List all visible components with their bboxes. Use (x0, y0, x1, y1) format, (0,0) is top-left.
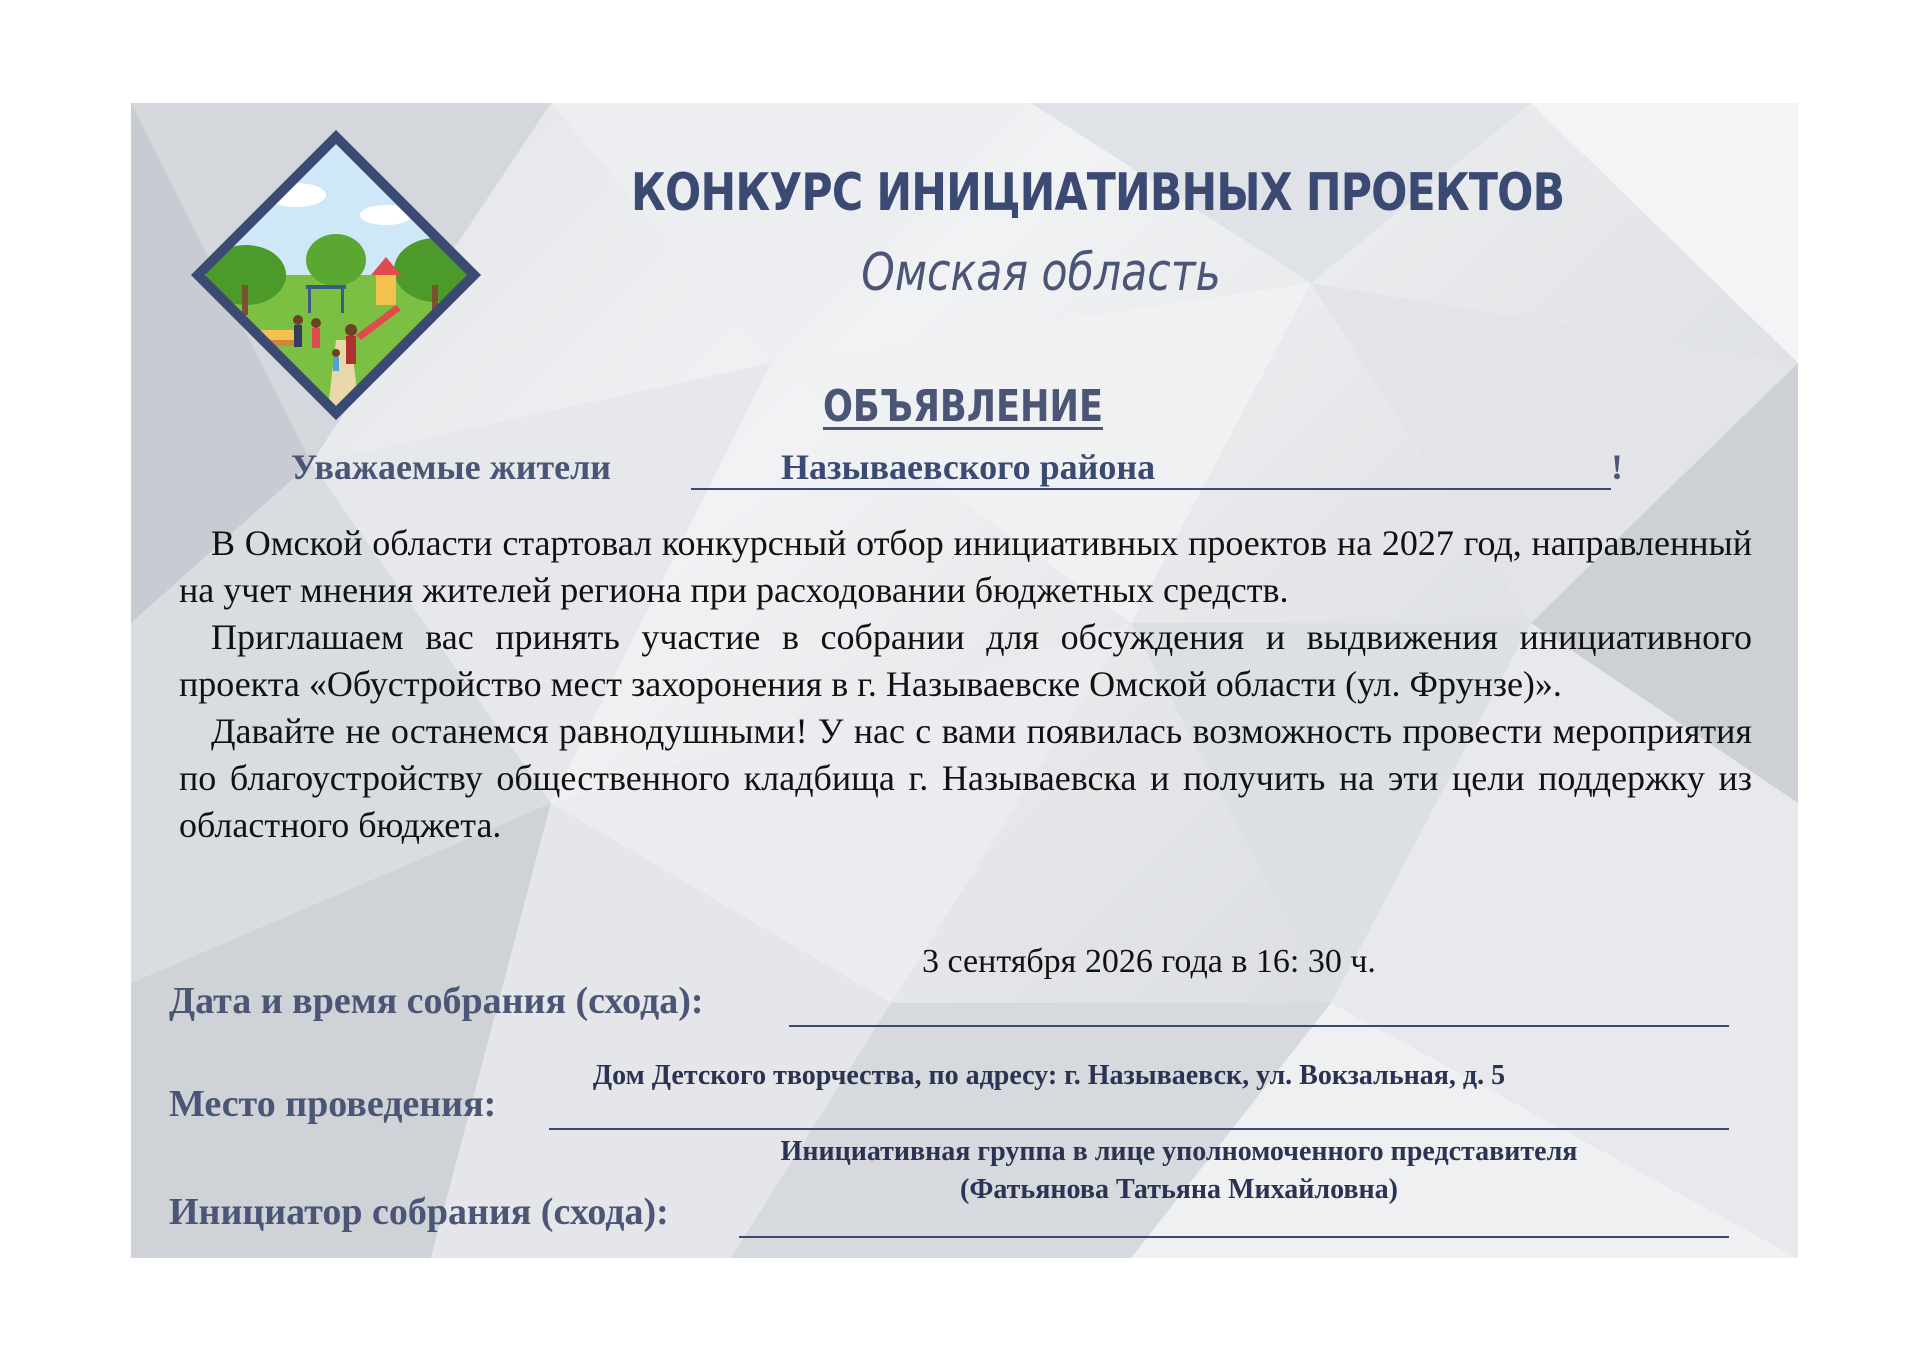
body-paragraph: Приглашаем вас принять участие в собрании для обсуждения и выдвижения инициативного проекта «Обустройство мест захоронения в г. Называевске Омской области (ул. Фрунзе)». (179, 617, 1752, 704)
greeting-line (291, 446, 1711, 496)
district-name: Называевского района (781, 447, 1156, 487)
body-paragraph: Давайте не останемся равнодушными! У нас с вами появилась возможность провести мероприятия по благоустройству общественного кладбища г. Называевска и получить на эти цели поддержку из областного бюджета. (179, 711, 1752, 845)
body-paragraph: В Омской области стартовал конкурсный отбор инициативных проектов на 2027 год, направленный на учет мнения жителей региона при расходовании бюджетных средств. (179, 523, 1752, 610)
region-subtitle: Омская область (861, 243, 1221, 303)
date-row (169, 943, 1729, 1023)
initiator-value-line1: Инициативная группа в лице уполномоченного представителя (780, 1136, 1578, 1167)
place-row (169, 1060, 1729, 1140)
announcement-body (179, 520, 1752, 849)
announcement-heading-text: ОБЪЯВЛЕНИЕ (823, 381, 1104, 432)
greeting-lead: Уважаемые жители (291, 447, 612, 487)
place-label: Место проведения: (169, 1083, 497, 1125)
date-value: 3 сентября 2026 года в 16: 30 ч. (922, 943, 1376, 980)
place-value: Дом Детского творчества, по адресу: г. Называевск, ул. Вокзальная, д. 5 (592, 1060, 1506, 1091)
date-underline (789, 1025, 1729, 1027)
initiator-value-line2: (Фатьянова Татьяна Михайловна) (960, 1174, 1398, 1205)
announcement-card (131, 103, 1798, 1258)
greeting-underline (691, 488, 1611, 490)
contest-title: КОНКУРС ИНИЦИАТИВНЫХ ПРОЕКТОВ (631, 163, 1565, 223)
place-underline (549, 1128, 1729, 1130)
initiator-row (169, 1136, 1729, 1236)
initiator-underline (739, 1236, 1729, 1238)
announcement-heading (823, 381, 1104, 432)
initiator-label: Инициатор собрания (схода): (169, 1191, 669, 1233)
greeting-exclamation: ! (1611, 447, 1623, 487)
park-playground-logo-icon (186, 125, 486, 425)
date-label: Дата и время собрания (схода): (169, 980, 704, 1022)
